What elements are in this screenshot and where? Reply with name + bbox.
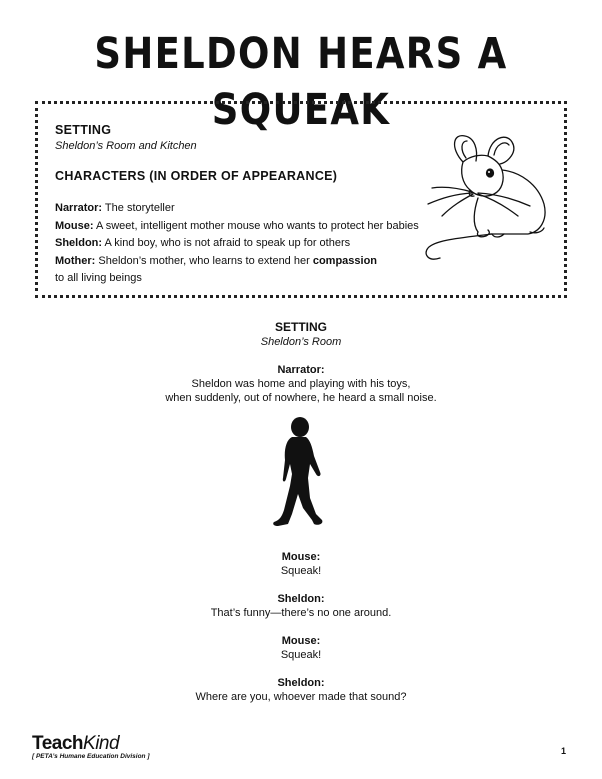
setting-value: Sheldon’s Room and Kitchen xyxy=(55,140,197,152)
character-list xyxy=(55,200,419,288)
logo-teach: Teach xyxy=(32,733,84,754)
character-entry: Narrator: The storyteller xyxy=(55,202,175,214)
page-number: 1 xyxy=(561,746,567,756)
teachkind-logo xyxy=(32,733,150,760)
character-entry: Mouse: A sweet, intelligent mother mouse who wants to protect her babies xyxy=(55,219,419,232)
boy-silhouette xyxy=(270,416,330,528)
character-entry: Mother: Sheldon’s mother, who learns to extend her compassion xyxy=(55,254,378,267)
characters-heading: CHARACTERS (IN ORDER OF APPEARANCE) xyxy=(55,169,338,183)
dialogue-line: Sheldon was home and playing with his toys, xyxy=(191,378,411,390)
mouse-illustration xyxy=(420,128,555,263)
character-entry: Sheldon: A kind boy, who is not afraid to speak up for others xyxy=(55,237,351,250)
speaker-label: Mouse: xyxy=(281,551,321,563)
scene-setting-heading: SETTING xyxy=(274,320,327,334)
scene-setting-value: Sheldon’s Room xyxy=(260,336,342,348)
speaker-label: Sheldon: xyxy=(277,593,325,605)
page-title: SHELDON HEARS A SQUEAK xyxy=(94,29,508,135)
logo-kind: Kind xyxy=(83,733,120,754)
dialogue-line: when suddenly, out of nowhere, he heard a small noise. xyxy=(165,392,437,404)
dialogue-line: Squeak! xyxy=(280,565,322,577)
setting-heading: SETTING xyxy=(55,123,112,137)
speaker-label: Mouse: xyxy=(281,635,321,647)
dialogue-line: Squeak! xyxy=(280,649,322,661)
dialogue-line: That’s funny—there’s no one around. xyxy=(210,607,392,619)
speaker-label: Narrator: xyxy=(277,364,325,376)
character-entry-continued: to all living beings xyxy=(55,272,142,285)
speaker-label: Sheldon: xyxy=(277,677,325,689)
logo-subtitle: [ PETA’s Humane Education Division ] xyxy=(32,753,150,760)
dialogue-line: Where are you, whoever made that sound? xyxy=(195,691,407,703)
